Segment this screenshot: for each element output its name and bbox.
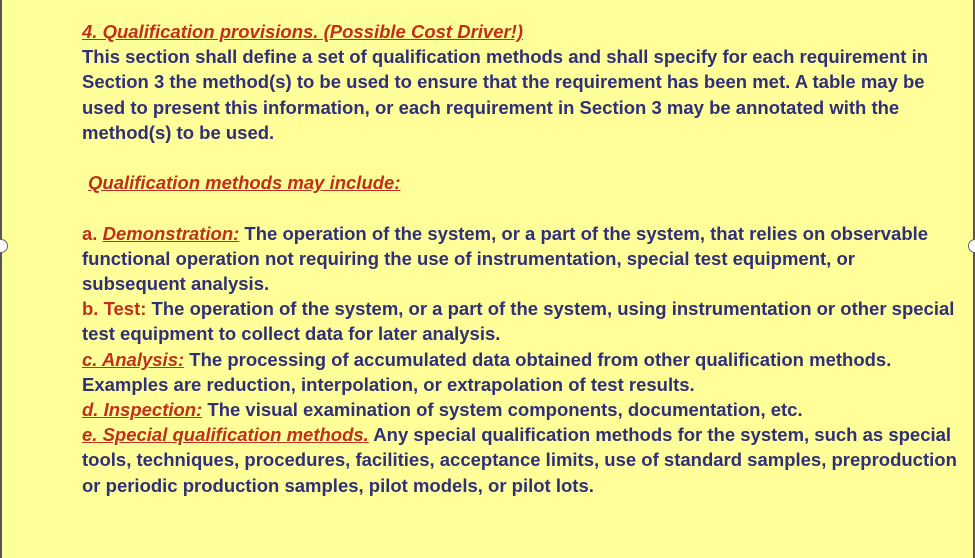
item-prefix: a. <box>82 222 103 244</box>
resize-handle-right[interactable] <box>968 239 975 253</box>
method-item-analysis <box>82 347 962 397</box>
item-text: The visual examination of system components, documentation, etc. <box>202 399 803 421</box>
method-item-inspection <box>82 397 962 422</box>
intro-paragraph: This section shall define a set of qualification methods and shall specify for each requirement in Section 3 the method(s) to be used to ensure that the requirement has been met. A table may be used to present this information, or each requirement in Section 3 may be annotated with the method(s) to be used. <box>82 46 929 143</box>
method-item-special <box>82 422 962 498</box>
method-item-demonstration <box>82 221 962 297</box>
item-prefix: c. <box>82 348 102 370</box>
item-term: Demonstration: <box>102 222 240 244</box>
item-term: Test: <box>103 298 147 320</box>
methods-heading-text: Qualification methods may include: <box>88 172 401 194</box>
item-term: Analysis: <box>101 348 185 370</box>
document-body <box>82 19 962 498</box>
item-prefix: d. <box>82 399 104 421</box>
item-text: The processing of accumulated data obtained from other qualification methods. Examples are reduction, interpolation, or extrapolation of test results. <box>82 348 892 395</box>
methods-heading <box>82 170 962 195</box>
item-text: The operation of the system, or a part of the system, using instrumentation or other special test equipment to collect data for later analysis. <box>82 298 955 345</box>
item-text: The operation of the system, or a part of the system, that relies on observable functional operation not requiring the use of instrumentation, special test equipment, or subsequent analysis. <box>82 222 929 294</box>
item-text: Any special qualification methods for the system, such as special tools, techniques, procedures, facilities, acceptance limits, use of standard samples, preproduction or periodic production samples, pilot models, or pilot lots. <box>82 424 957 496</box>
method-item-test <box>82 296 962 346</box>
section-heading: 4. Qualification provisions. (Possible Cost Driver!) <box>82 21 524 42</box>
item-prefix: b. <box>82 298 104 320</box>
item-term: Special qualification methods. <box>102 424 369 446</box>
spacer <box>82 145 962 170</box>
item-term: Inspection: <box>103 399 203 421</box>
item-prefix: e. <box>82 424 103 446</box>
spacer <box>82 195 962 220</box>
